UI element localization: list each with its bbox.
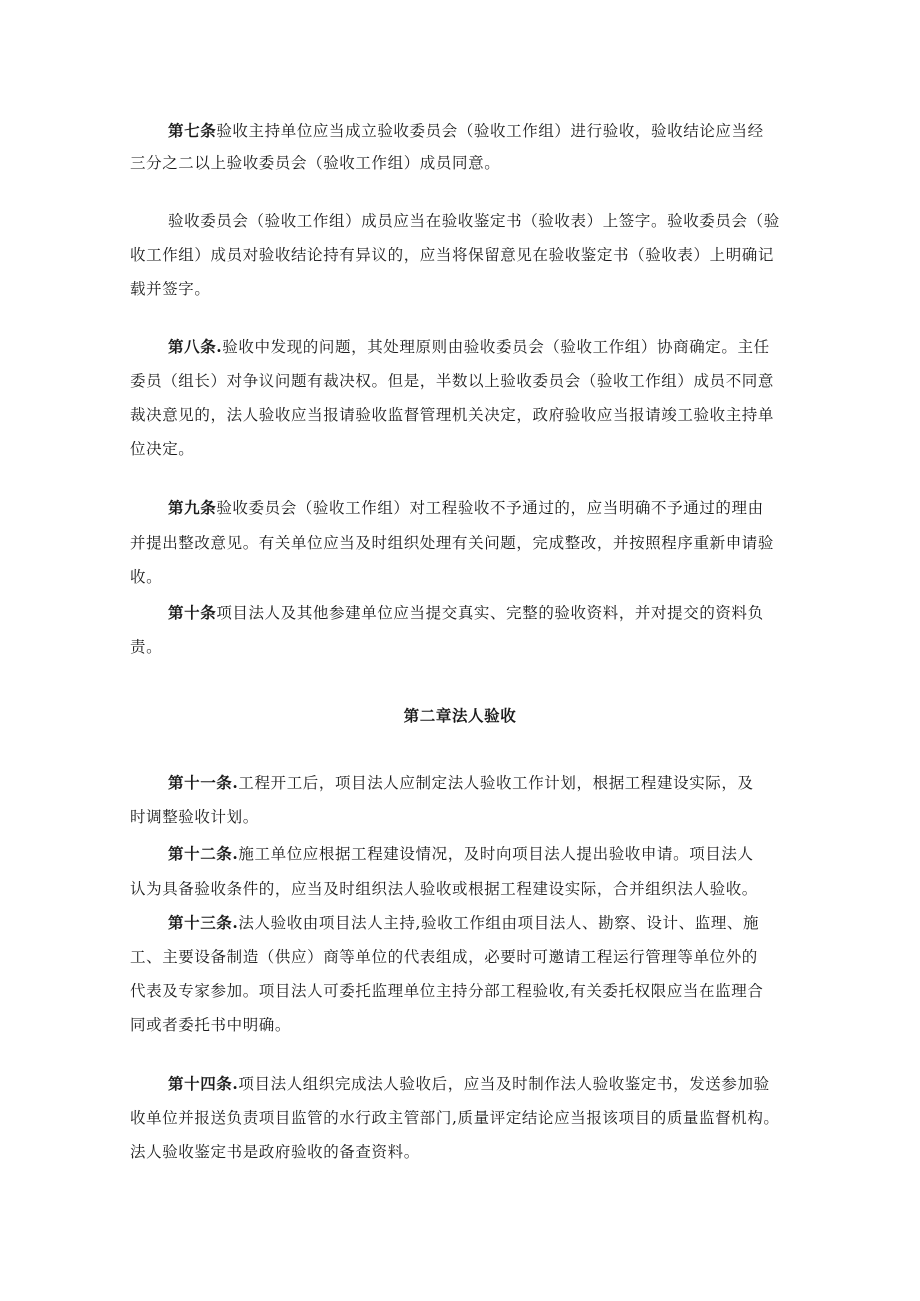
article-13-line-1: [168, 913, 759, 933]
article-13-line-2: 工、主要设备制造（供应）商等单位的代表组成，必要时可邀请工程运行管理等单位外的: [130, 948, 758, 966]
article-14-line-1: [168, 1074, 770, 1094]
article-9-line-3: 收。: [130, 568, 163, 586]
article-11-label: 第十一条.: [168, 773, 239, 792]
article-12-text: 施工单位应根据工程建设情况，及时向项目法人提出验收申请。项目法人: [238, 845, 754, 863]
article-12-line-1: [168, 844, 754, 864]
article-9-text: 验收委员会（验收工作组）对工程验收不予通过的，应当明确不予通过的理由: [216, 499, 764, 517]
article-10-line-2: 责。: [130, 638, 163, 656]
article-7-line-1: [168, 121, 764, 141]
article-8-line-2: 委员（组长）对争议问题有裁决权。但是，半数以上验收委员会（验收工作组）成员不同意: [130, 372, 775, 390]
article-9-label: 第九条: [168, 498, 217, 517]
article-14-line-2: 收单位并报送负责项目监管的水行政主管部门,质量评定结论应当报该项目的质量监督机构。: [130, 1109, 780, 1127]
article-10-text: 项目法人及其他参建单位应当提交真实、完整的验收资料，并对提交的资料负: [216, 604, 764, 622]
article-14-label: 第十四条.: [168, 1074, 239, 1093]
article-8-line-3: 裁决意见的，法人验收应当报请验收监督管理机关决定，政府验收应当报请竣工验收主持单: [130, 406, 775, 424]
article-9-line-2: 并提出整改意见。有关单位应当及时组织处理有关问题，完成整改，并按照程序重新申请验: [130, 534, 775, 552]
article-8-line-4: 位决定。: [130, 440, 195, 458]
article-7-text: 验收主持单位应当成立验收委员会（验收工作组）进行验收，验收结论应当经: [216, 122, 764, 140]
article-8-text: 验收中发现的问题，其处理原则由验收委员会（验收工作组）协商确定。主任: [222, 338, 770, 356]
article-13-label: 第十三条.: [168, 913, 239, 932]
article-13-line-4: 同或者委托书中明确。: [130, 1016, 292, 1034]
article-10-line-1: [168, 603, 764, 623]
article-8-label: 第八条.: [168, 337, 223, 356]
article-9-line-1: [168, 498, 764, 518]
article-7b-line-1: 验收委员会（验收工作组）成员应当在验收鉴定书（验收表）上签字。验收委员会（验: [168, 212, 780, 230]
article-11-line-2: 时调整验收计划。: [130, 808, 259, 826]
article-12-line-2: 认为具备验收条件的，应当及时组织法人验收或根据工程建设实际，合并组织法人验收。: [130, 880, 758, 898]
article-13-line-3: 代表及专家参加。项目法人可委托监理单位主持分部工程验收,有关委托权限应当在监理合: [130, 982, 764, 1000]
article-8-line-1: [168, 337, 770, 357]
article-10-label: 第十条: [168, 603, 217, 622]
article-7b-line-3: 载并签字。: [130, 280, 211, 298]
article-11-text: 工程开工后，项目法人应制定法人验收工作计划，根据工程建设实际，及: [238, 774, 754, 792]
article-11-line-1: [168, 773, 754, 793]
chapter-2-heading: 第二章法人验收: [403, 706, 517, 725]
article-7-label: 第七条: [168, 121, 217, 140]
article-7-line-2: 三分之二以上验收委员会（验收工作组）成员同意。: [130, 154, 501, 172]
article-13-text: 法人验收由项目法人主持,验收工作组由项目法人、勘察、设计、监理、施: [238, 914, 760, 932]
article-14-text: 项目法人组织完成法人验收后，应当及时制作法人验收鉴定书，发送参加验: [238, 1075, 770, 1093]
article-7b-line-2: 收工作组）成员对验收结论持有异议的，应当将保留意见在验收鉴定书（验收表）上明确记: [130, 246, 775, 264]
article-12-label: 第十二条.: [168, 844, 239, 863]
article-14-line-3: 法人验收鉴定书是政府验收的备查资料。: [130, 1143, 420, 1161]
